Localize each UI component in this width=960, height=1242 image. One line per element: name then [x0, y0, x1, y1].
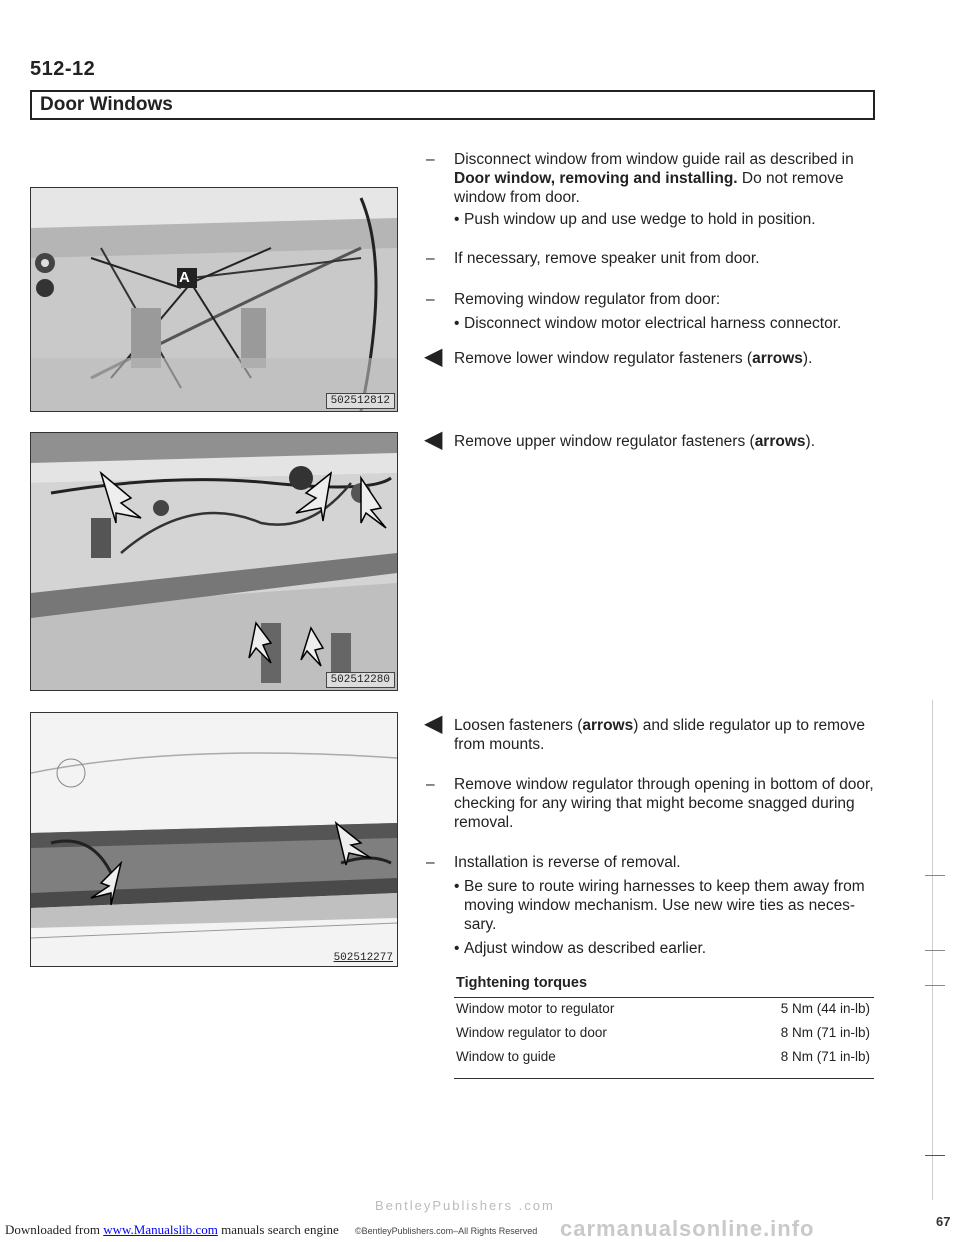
corner-number: 67 — [936, 1214, 951, 1229]
step-text: Loosen fasteners ( — [454, 717, 583, 734]
torque-item: Window to guide — [456, 1049, 556, 1064]
figure-id-label: 502512277 — [333, 952, 393, 964]
figure-door-regulator-upper — [30, 432, 398, 691]
door-interior-photo — [31, 188, 397, 411]
door-upper-photo — [31, 433, 397, 690]
step-loosen-fasteners — [424, 710, 896, 756]
step-remove-speaker — [426, 249, 896, 269]
bullet-route-wiring: • Be sure to route wiring harnesses to keep them away from moving window mechanism. Use new wire ties as neces- sary. — [464, 877, 874, 934]
step-installation — [426, 853, 896, 873]
torque-row — [454, 1001, 874, 1025]
bullet-push-window: • Push window up and use wedge to hold in position. — [464, 210, 904, 229]
figure-id-label: 502512812 — [326, 393, 395, 409]
step-remove-lower-fasteners — [424, 343, 896, 370]
callout-a-label: A — [179, 269, 190, 286]
step-text: Remove window regulator through opening in bottom of door, checking for any wiring that might become snagged during removal. — [454, 776, 874, 831]
step-text: Removing window regulator from door: — [454, 291, 721, 308]
step-removing-regulator — [426, 290, 896, 310]
download-notice — [5, 1222, 339, 1238]
scan-mark — [925, 985, 945, 986]
bullet-adjust-window: • Adjust window as described earlier. — [464, 939, 904, 958]
torque-value: 5 Nm (44 in-lb) — [780, 1001, 870, 1016]
torque-table — [454, 1001, 874, 1073]
figure-door-regulator-lower — [30, 187, 398, 412]
download-suffix: manuals search engine — [217, 1222, 339, 1237]
step-text: Do not remove window from door. — [454, 170, 844, 206]
scan-mark — [925, 875, 945, 876]
publisher-watermark: BentleyPublishers .com — [375, 1198, 555, 1213]
step-disconnect-window — [426, 150, 896, 210]
copyright-notice: ©BentleyPublishers.com–All Rights Reserved — [355, 1226, 538, 1236]
step-bold: arrows — [752, 350, 803, 367]
section-title: Door Windows — [40, 94, 173, 115]
torque-table-rule-bottom — [454, 1078, 874, 1079]
step-text: If necessary, remove speaker unit from door. — [454, 250, 760, 267]
step-text: Installation is reverse of removal. — [454, 854, 681, 871]
torque-item: Window regulator to door — [456, 1025, 607, 1040]
arrow-left-icon: ◀ — [424, 343, 443, 370]
step-bold: arrows — [754, 433, 806, 450]
figure-id-label: 502512280 — [326, 672, 395, 688]
step-dash: – — [426, 854, 435, 871]
arrow-left-icon: ◀ — [424, 710, 443, 737]
manualslib-link[interactable]: www.Manualslib.com — [103, 1222, 218, 1237]
cross-reference: Door window, removing and installing. — [454, 170, 738, 187]
bullet-disconnect-harness: • Disconnect window motor electrical harness connector. — [464, 314, 904, 333]
step-dash: – — [426, 291, 435, 308]
page-number: 512-12 — [30, 58, 96, 80]
site-watermark: carmanualsonline.info — [560, 1216, 815, 1241]
step-text: ). — [805, 433, 815, 450]
scan-mark — [925, 950, 945, 951]
torque-value: 8 Nm (71 in-lb) — [780, 1025, 870, 1040]
figure-regulator-removal — [30, 712, 398, 967]
step-dash: – — [426, 776, 435, 793]
torque-row — [454, 1025, 874, 1049]
step-remove-regulator — [426, 775, 896, 835]
torque-row — [454, 1049, 874, 1073]
torque-value: 8 Nm (71 in-lb) — [780, 1049, 870, 1064]
step-text: ). — [802, 350, 813, 367]
torque-item: Window motor to regulator — [456, 1001, 615, 1016]
arrow-left-icon: ◀ — [424, 426, 443, 453]
torque-table-rule-top — [454, 997, 874, 998]
download-prefix: Downloaded from — [5, 1222, 104, 1237]
step-text: Remove upper window regulator fasteners ( — [454, 433, 755, 450]
step-bold: arrows — [582, 717, 634, 734]
step-text: ) and slide regulator up to remove from mounts. — [454, 717, 866, 753]
door-bottom-photo — [31, 713, 397, 966]
step-text: Disconnect window from window guide rail as described in — [454, 151, 854, 168]
scan-mark — [925, 1155, 945, 1156]
step-remove-upper-fasteners — [424, 426, 896, 453]
step-text: Remove lower window regulator fasteners ( — [454, 350, 753, 367]
step-dash: – — [426, 250, 435, 267]
torque-table-title: Tightening torques — [456, 975, 588, 991]
step-dash: – — [426, 151, 435, 168]
